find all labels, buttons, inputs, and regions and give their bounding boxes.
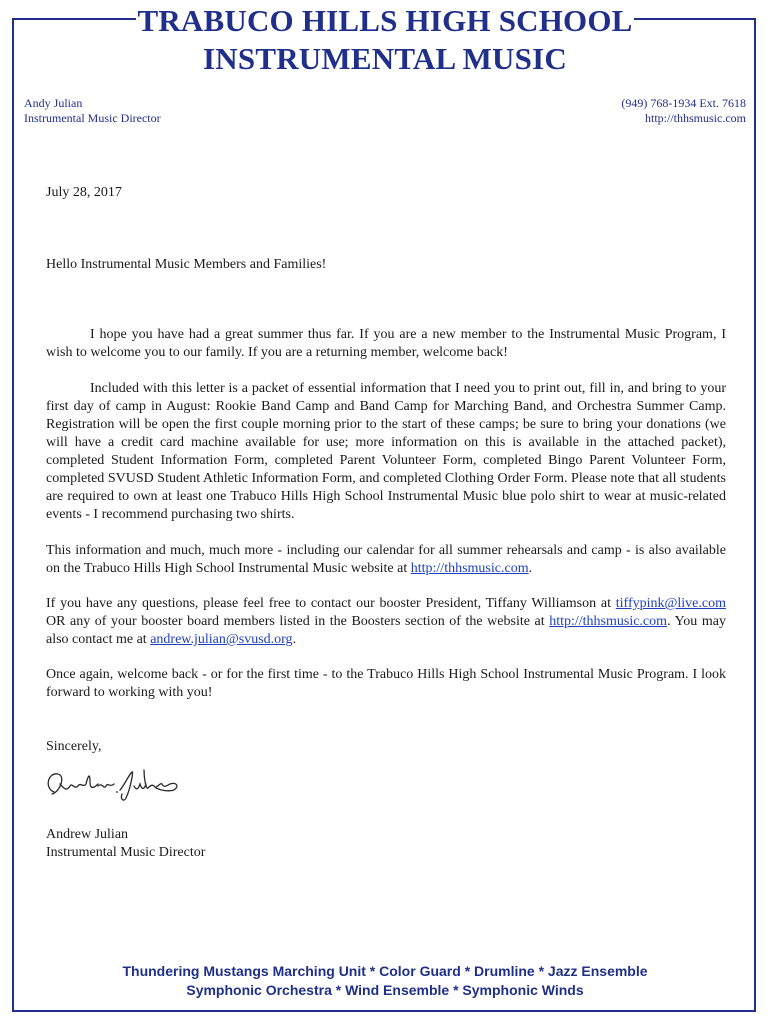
paragraph-4-a: If you have any questions, please feel free to contact our booster President, Tiffany Williamson at (46, 596, 616, 611)
director-title: Instrumental Music Director (24, 111, 161, 125)
phone-number: (949) 768-1934 Ext. 7618 (621, 96, 746, 110)
letter-date: July 28, 2017 (46, 185, 122, 200)
paragraph-3 (46, 542, 726, 578)
footer-ensembles-line1: Thundering Mustangs Marching Unit * Color Guard * Drumline * Jazz Ensemble (122, 963, 648, 979)
signature (40, 762, 190, 806)
paragraph-3-end: . (528, 561, 533, 576)
signer-title: Instrumental Music Director (46, 845, 206, 860)
director-block (24, 96, 161, 126)
paragraph-4-b: OR any of your booster board members listed in the Boosters section of the website at (46, 614, 550, 629)
boosters-website-link[interactable]: http://thhsmusic.com (549, 614, 668, 629)
signer-name: Andrew Julian (46, 827, 129, 842)
paragraph-4-d: . (292, 632, 297, 647)
footer-ensembles-line2: Symphonic Orchestra * Wind Ensemble * Symphonic Winds (186, 982, 584, 998)
letter-greeting: Hello Instrumental Music Members and Families! (46, 257, 327, 272)
director-name: Andy Julian (24, 96, 83, 110)
school-title: TRABUCO HILLS HIGH SCHOOL (137, 3, 633, 38)
website-link[interactable]: http://thhsmusic.com (410, 561, 529, 576)
paragraph-5: Once again, welcome back - or for the first time - to the Trabuco Hills High School Instrumental Music Program. I look forward to working with you! (46, 667, 726, 700)
paragraph-3-text: This information and much, much more - including our calendar for all summer rehearsals and camp - is also available on the Trabuco Hills High School Instrumental Music website at (46, 543, 726, 576)
president-email-link[interactable]: tiffypink@live.com (615, 596, 726, 611)
department-title: INSTRUMENTAL MUSIC (203, 41, 567, 76)
paragraph-1: I hope you have had a great summer thus far. If you are a new member to the Instrumental Music Program, I wish to welcome you to our family. If you are a returning member, welcome back! (46, 327, 726, 360)
signer-block (46, 826, 726, 862)
paragraph-4 (46, 595, 726, 649)
paragraph-4-c: . You may also contact me at (46, 614, 726, 647)
header-website: http://thhsmusic.com (645, 111, 746, 125)
paragraph-2: Included with this letter is a packet of essential information that I need you to print out, fill in, and bring to your first day of camp in August: Rookie Band Camp and Band Camp for Marching Band, and Orchestra Summer Camp. Registration will be open the first couple morning prior to the start of these camps; be sure to bring your donations (we will have a credit card machine available for use; more information on this is available in the attached packet), completed Student Information Form, completed Parent Volunteer Form, completed Bingo Parent Volunteer Form, completed SVUSD Student Athletic Information Form, and completed Clothing Order Form. Please note that all students are required to own at least one Trabuco Hills High School Instrumental Music blue polo shirt to wear at music-related events - I recommend purchasing two shirts. (46, 381, 726, 522)
contact-block (621, 96, 746, 126)
director-email-link[interactable]: andrew.julian@svusd.org (150, 632, 293, 647)
closing: Sincerely, (46, 739, 102, 754)
